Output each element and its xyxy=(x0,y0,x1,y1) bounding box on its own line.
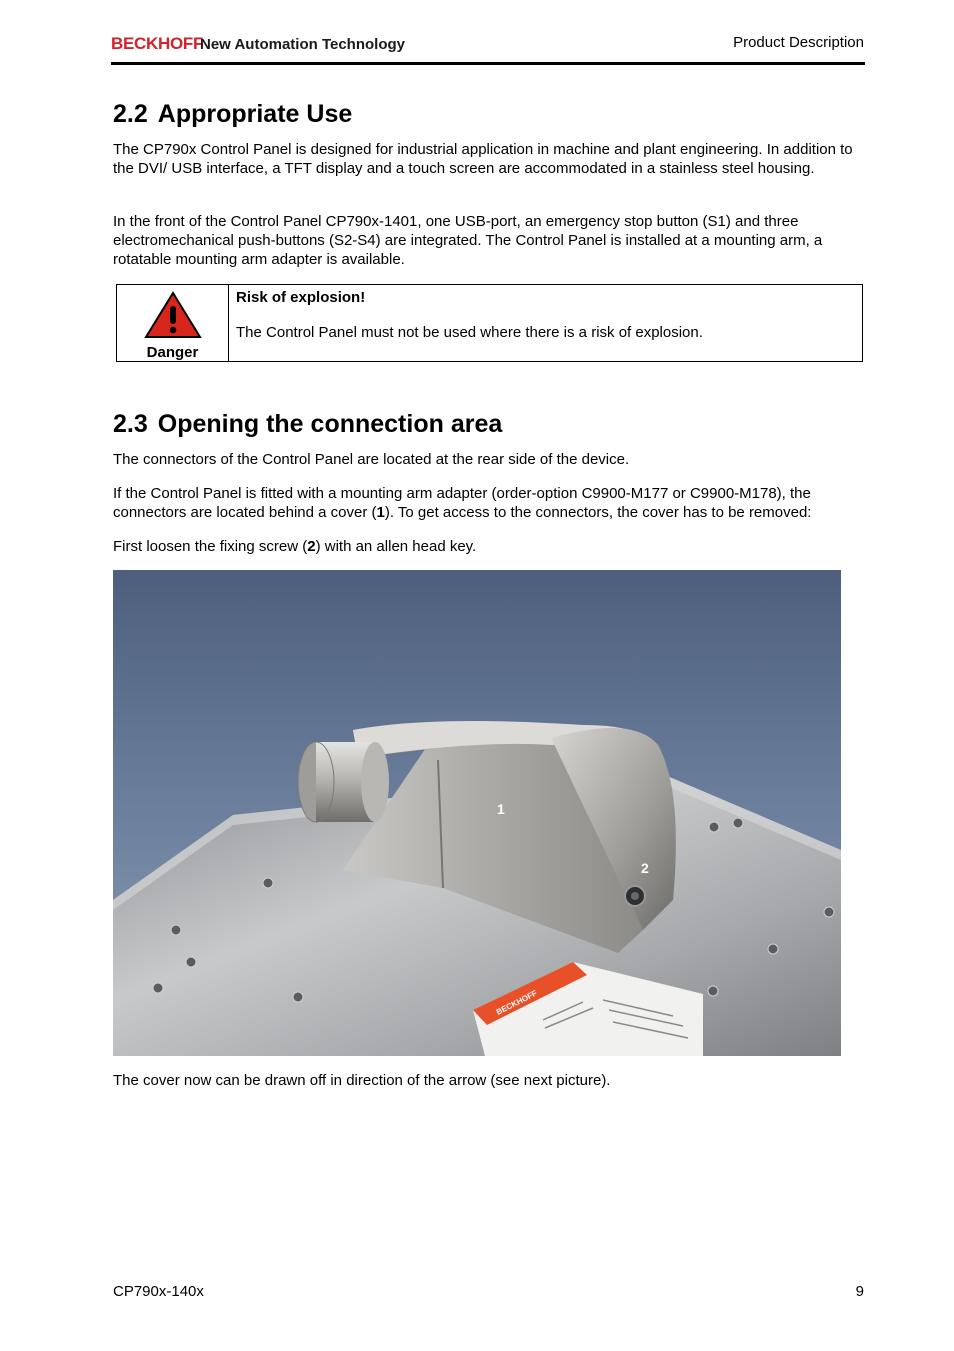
paragraph-front: In the front of the Control Panel CP790x-1401, one USB-port, an emergency stop button (S1) and three electromechanical push-buttons (S2-S4) are integrated. The Control Panel is installed at a mounting arm, a rotatable mounting arm adapter is available. xyxy=(113,213,823,268)
page-header xyxy=(111,30,864,64)
section-title: Opening the connection area xyxy=(157,410,503,438)
callout-ref-1: 1 xyxy=(376,504,385,521)
warning-triangle-icon xyxy=(144,291,202,339)
page-number: 9 xyxy=(855,1283,864,1300)
header-divider xyxy=(111,62,865,65)
paragraph-drawn-off: The cover now can be drawn off in direction of the arrow (see next picture). xyxy=(113,1072,611,1089)
section-number: 2.3 xyxy=(113,410,148,438)
paragraph-cover xyxy=(113,484,865,522)
text-run: ) with an allen head key. xyxy=(315,538,477,555)
callout-ref-2: 2 xyxy=(307,538,316,555)
danger-icon-cell xyxy=(117,285,229,361)
photo-callout-2: 2 xyxy=(641,860,649,876)
mounting-adapter-photo xyxy=(113,570,841,1056)
danger-label: Danger xyxy=(146,344,199,361)
section-title: Appropriate Use xyxy=(157,100,353,128)
section-number: 2.2 xyxy=(113,100,148,128)
footer-product: CP790x-140x xyxy=(113,1283,204,1300)
text-run: ). To get access to the connectors, the cover has to be removed: xyxy=(384,504,812,521)
brand-logo: BECKHOFF xyxy=(111,34,204,53)
photo-callout-1: 1 xyxy=(497,801,505,817)
paragraph-connectors: The connectors of the Control Panel are located at the rear side of the device. xyxy=(113,451,630,468)
paragraph-intro: The CP790x Control Panel is designed for industrial application in machine and plant engineering. In addition to the DVI/ USB interface, a TFT display and a touch screen are accommodated in a stainless steel housing. xyxy=(113,141,853,177)
paragraph-loosen-screw xyxy=(113,537,865,556)
section-heading-connection-area xyxy=(113,410,502,439)
text-run: If the Control Panel is fitted with a mounting arm adapter (order-option C9900-M177 or C9900-M178), the connectors are located behind a cover ( xyxy=(113,485,811,521)
text-run: First loosen the fixing screw ( xyxy=(113,538,308,555)
section-heading-appropriate-use xyxy=(113,100,352,129)
label-brand-text: BECKHOFF xyxy=(494,988,539,1017)
danger-text: The Control Panel must not be used where there is a risk of explosion. xyxy=(236,324,703,341)
brand-tagline: New Automation Technology xyxy=(200,36,405,53)
danger-title: Risk of explosion! xyxy=(236,289,366,306)
danger-notice xyxy=(116,284,863,362)
header-section-title: Product Description xyxy=(733,34,864,51)
